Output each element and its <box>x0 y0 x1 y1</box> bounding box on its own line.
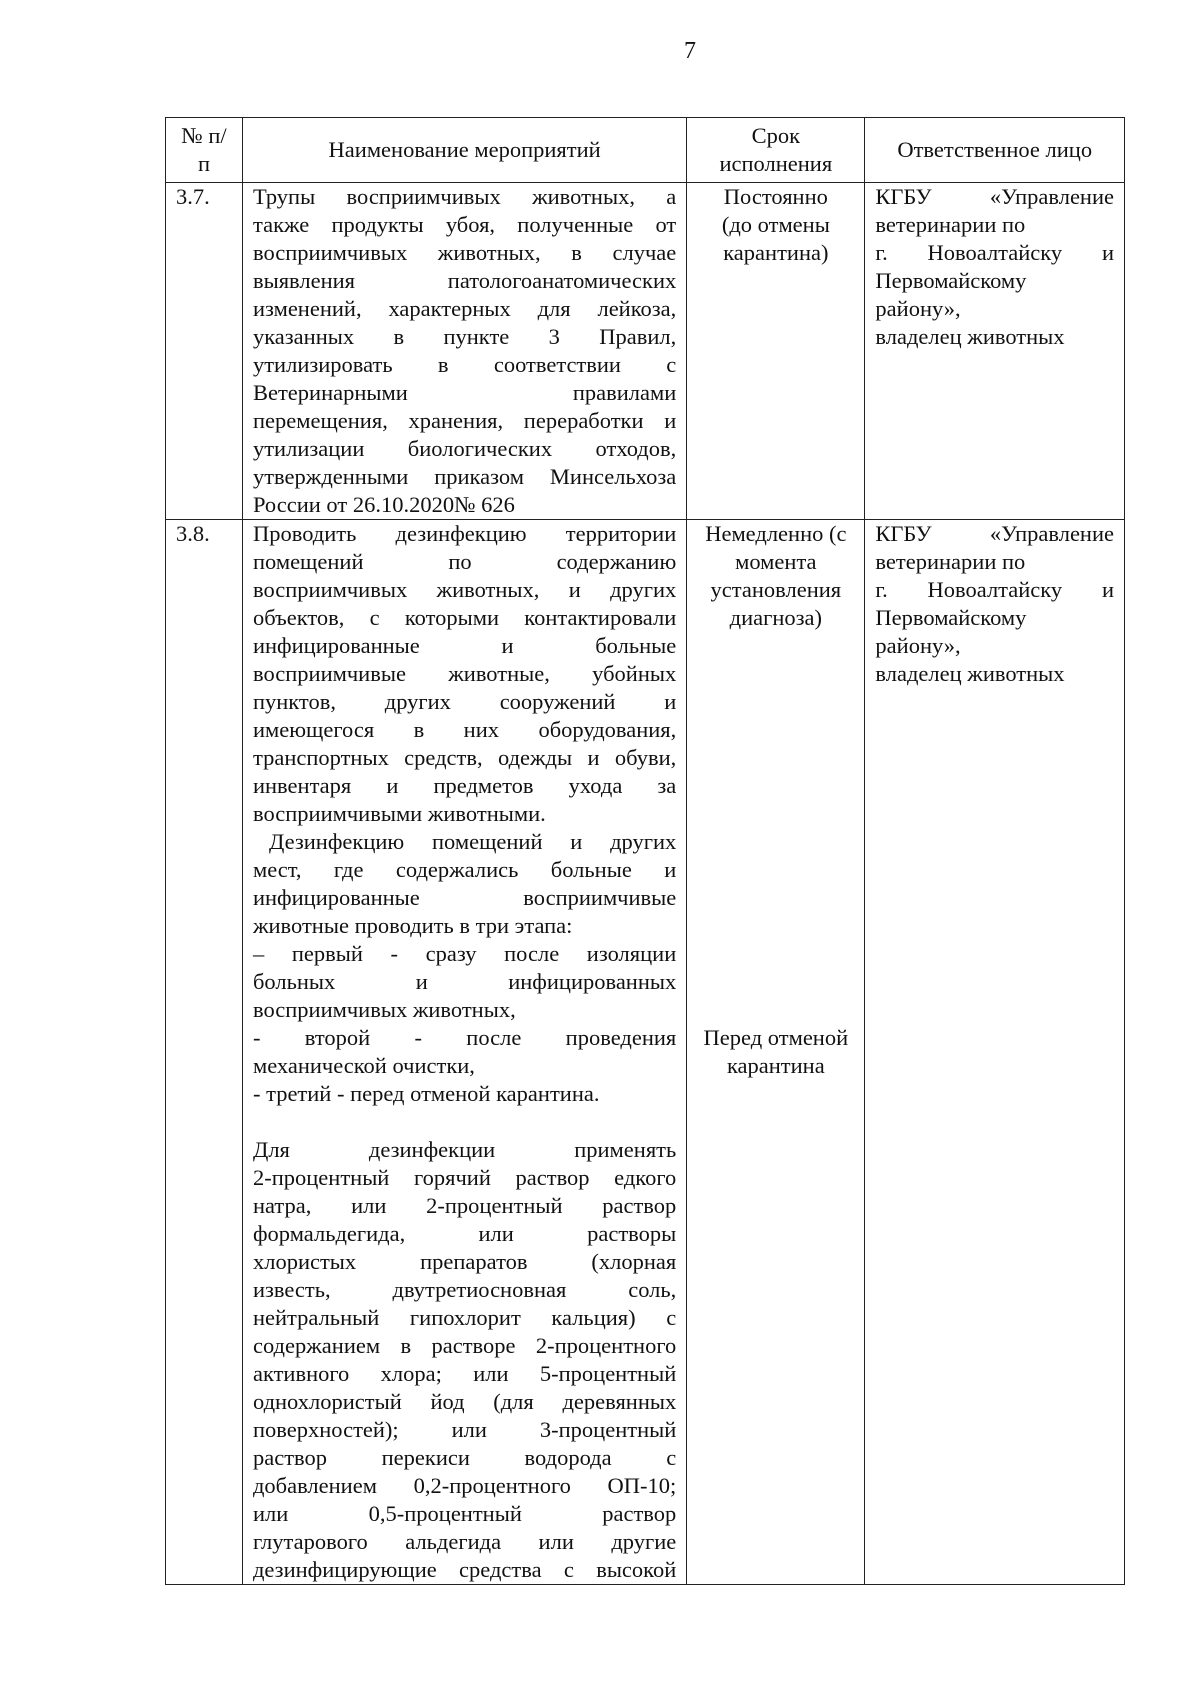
text-line: – первый - сразу после изоляции <box>252 941 677 966</box>
text-line: также продукты убоя, полученные от <box>252 212 677 237</box>
text-line: указанных в пункте 3 Правил, <box>252 324 677 349</box>
text-line: выявления патологоанатомических <box>252 268 677 293</box>
text-line: инвентаря и предметов ухода за <box>252 773 677 798</box>
text-line: формальдегида, или растворы <box>252 1221 677 1246</box>
text-line: утилизации биологических отходов, <box>252 436 677 461</box>
text-line: г. Новоалтайску и <box>875 240 1114 265</box>
text-line: утилизировать в соответствии с <box>252 352 677 377</box>
text-line: восприимчивых животных, <box>252 997 516 1022</box>
responsible-text <box>865 520 1125 1585</box>
text-line: транспортных средств, одежды и обуви, <box>252 745 677 770</box>
text-line: ветеринарии по <box>875 212 1026 237</box>
text-line: натра, или 2-процентный раствор <box>252 1193 677 1218</box>
blank-line <box>253 1108 676 1136</box>
text-line: дезинфицирующие средства с высокой <box>252 1557 677 1582</box>
text-line: глутарового альдегида или другие <box>252 1529 677 1554</box>
text-line: восприимчивых животных, и других <box>252 577 677 602</box>
measures-table <box>165 117 1125 1585</box>
text-line: Немедленно (с <box>705 521 847 546</box>
text-line: утвержденными приказом Минсельхоза <box>252 464 677 489</box>
text-line: России от 26.10.2020№ 626 <box>252 492 515 517</box>
text-line: Перед отменой <box>703 1025 849 1050</box>
table-row <box>166 520 1125 1585</box>
text-line: момента <box>735 549 817 574</box>
text-line: известь, двутретиосновная соль, <box>252 1277 677 1302</box>
text-line: г. Новоалтайску и <box>875 577 1114 602</box>
text-line: карантина) <box>723 240 829 265</box>
text-line: больных и инфицированных <box>252 969 677 994</box>
text-line: инфицированные восприимчивые <box>252 885 677 910</box>
page-number: 7 <box>684 38 696 64</box>
text-line: инфицированные и больные <box>252 633 677 658</box>
row-number: 3.7. <box>166 183 243 520</box>
text-line: восприимчивыми животными. <box>252 801 546 826</box>
header-responsible: Ответственное лицо <box>865 118 1125 183</box>
text-line: раствор перекиси водорода с <box>252 1445 677 1470</box>
text-line: КГБУ «Управление <box>875 521 1114 546</box>
text-line: Первомайскому <box>875 605 1027 630</box>
text-line: Постоянно <box>723 184 828 209</box>
measure-text <box>242 183 686 520</box>
term-text <box>687 183 865 520</box>
text-line: добавлением 0,2-процентного ОП-10; <box>252 1473 677 1498</box>
text-line: Дезинфекцию помещений и других <box>268 829 677 854</box>
text-line: содержанием в растворе 2-процентного <box>252 1333 677 1358</box>
text-line: механической очистки, <box>252 1053 475 1078</box>
header-num: № п/п <box>166 118 243 183</box>
text-line: пунктов, других сооружений и <box>252 689 677 714</box>
responsible-text <box>865 183 1125 520</box>
row-number: 3.8. <box>166 520 243 1585</box>
text-line: имеющегося в них оборудования, <box>252 717 677 742</box>
text-line: установления <box>710 577 842 602</box>
text-line: владелец животных <box>875 661 1065 686</box>
text-line: карантина <box>726 1053 825 1078</box>
text-line: хлористых препаратов (хлорная <box>252 1249 677 1274</box>
text-line: восприимчивые животные, убойных <box>252 661 677 686</box>
header-term: Срок исполнения <box>687 118 865 183</box>
text-line: восприимчивых животных, в случае <box>252 240 677 265</box>
text-line: животные проводить в три этапа: <box>252 913 573 938</box>
text-line: поверхностей); или 3-процентный <box>252 1417 677 1442</box>
text-line: нейтральный гипохлорит кальция) с <box>252 1305 677 1330</box>
measure-text <box>242 520 686 1585</box>
text-line: или 0,5-процентный раствор <box>252 1501 677 1526</box>
text-line: диагноза) <box>729 605 823 630</box>
text-line: Первомайскому <box>875 268 1027 293</box>
text-line: изменений, характерных для лейкоза, <box>252 296 677 321</box>
text-line: Ветеринарными правилами <box>252 380 677 405</box>
text-line: ветеринарии по <box>875 549 1026 574</box>
text-line: - второй - после проведения <box>252 1025 677 1050</box>
text-line: району», <box>875 633 961 658</box>
text-line: (до отмены <box>721 212 830 237</box>
text-line: помещений по содержанию <box>252 549 677 574</box>
text-line: Проводить дезинфекцию территории <box>252 521 677 546</box>
table-row <box>166 183 1125 520</box>
text-line: Трупы восприимчивых животных, а <box>252 184 677 209</box>
term-before-quarantine-end <box>697 1024 854 1080</box>
text-line: району», <box>875 296 961 321</box>
text-line: 2-процентный горячий раствор едкого <box>252 1165 677 1190</box>
header-name: Наименование мероприятий <box>242 118 686 183</box>
text-line: активного хлора; или 5-процентный <box>252 1361 677 1386</box>
text-line: - третий - перед отменой карантина. <box>252 1081 600 1106</box>
text-line: Для дезинфекции применять <box>252 1137 677 1162</box>
term-text <box>687 520 865 1585</box>
text-line: однохлористый йод (для деревянных <box>252 1389 677 1414</box>
text-line: мест, где содержались больные и <box>252 857 677 882</box>
text-line: объектов, с которыми контактировали <box>252 605 677 630</box>
text-line: КГБУ «Управление <box>875 184 1114 209</box>
text-line: владелец животных <box>875 324 1065 349</box>
table-header-row <box>166 118 1125 183</box>
text-line: перемещения, хранения, переработки и <box>252 408 677 433</box>
